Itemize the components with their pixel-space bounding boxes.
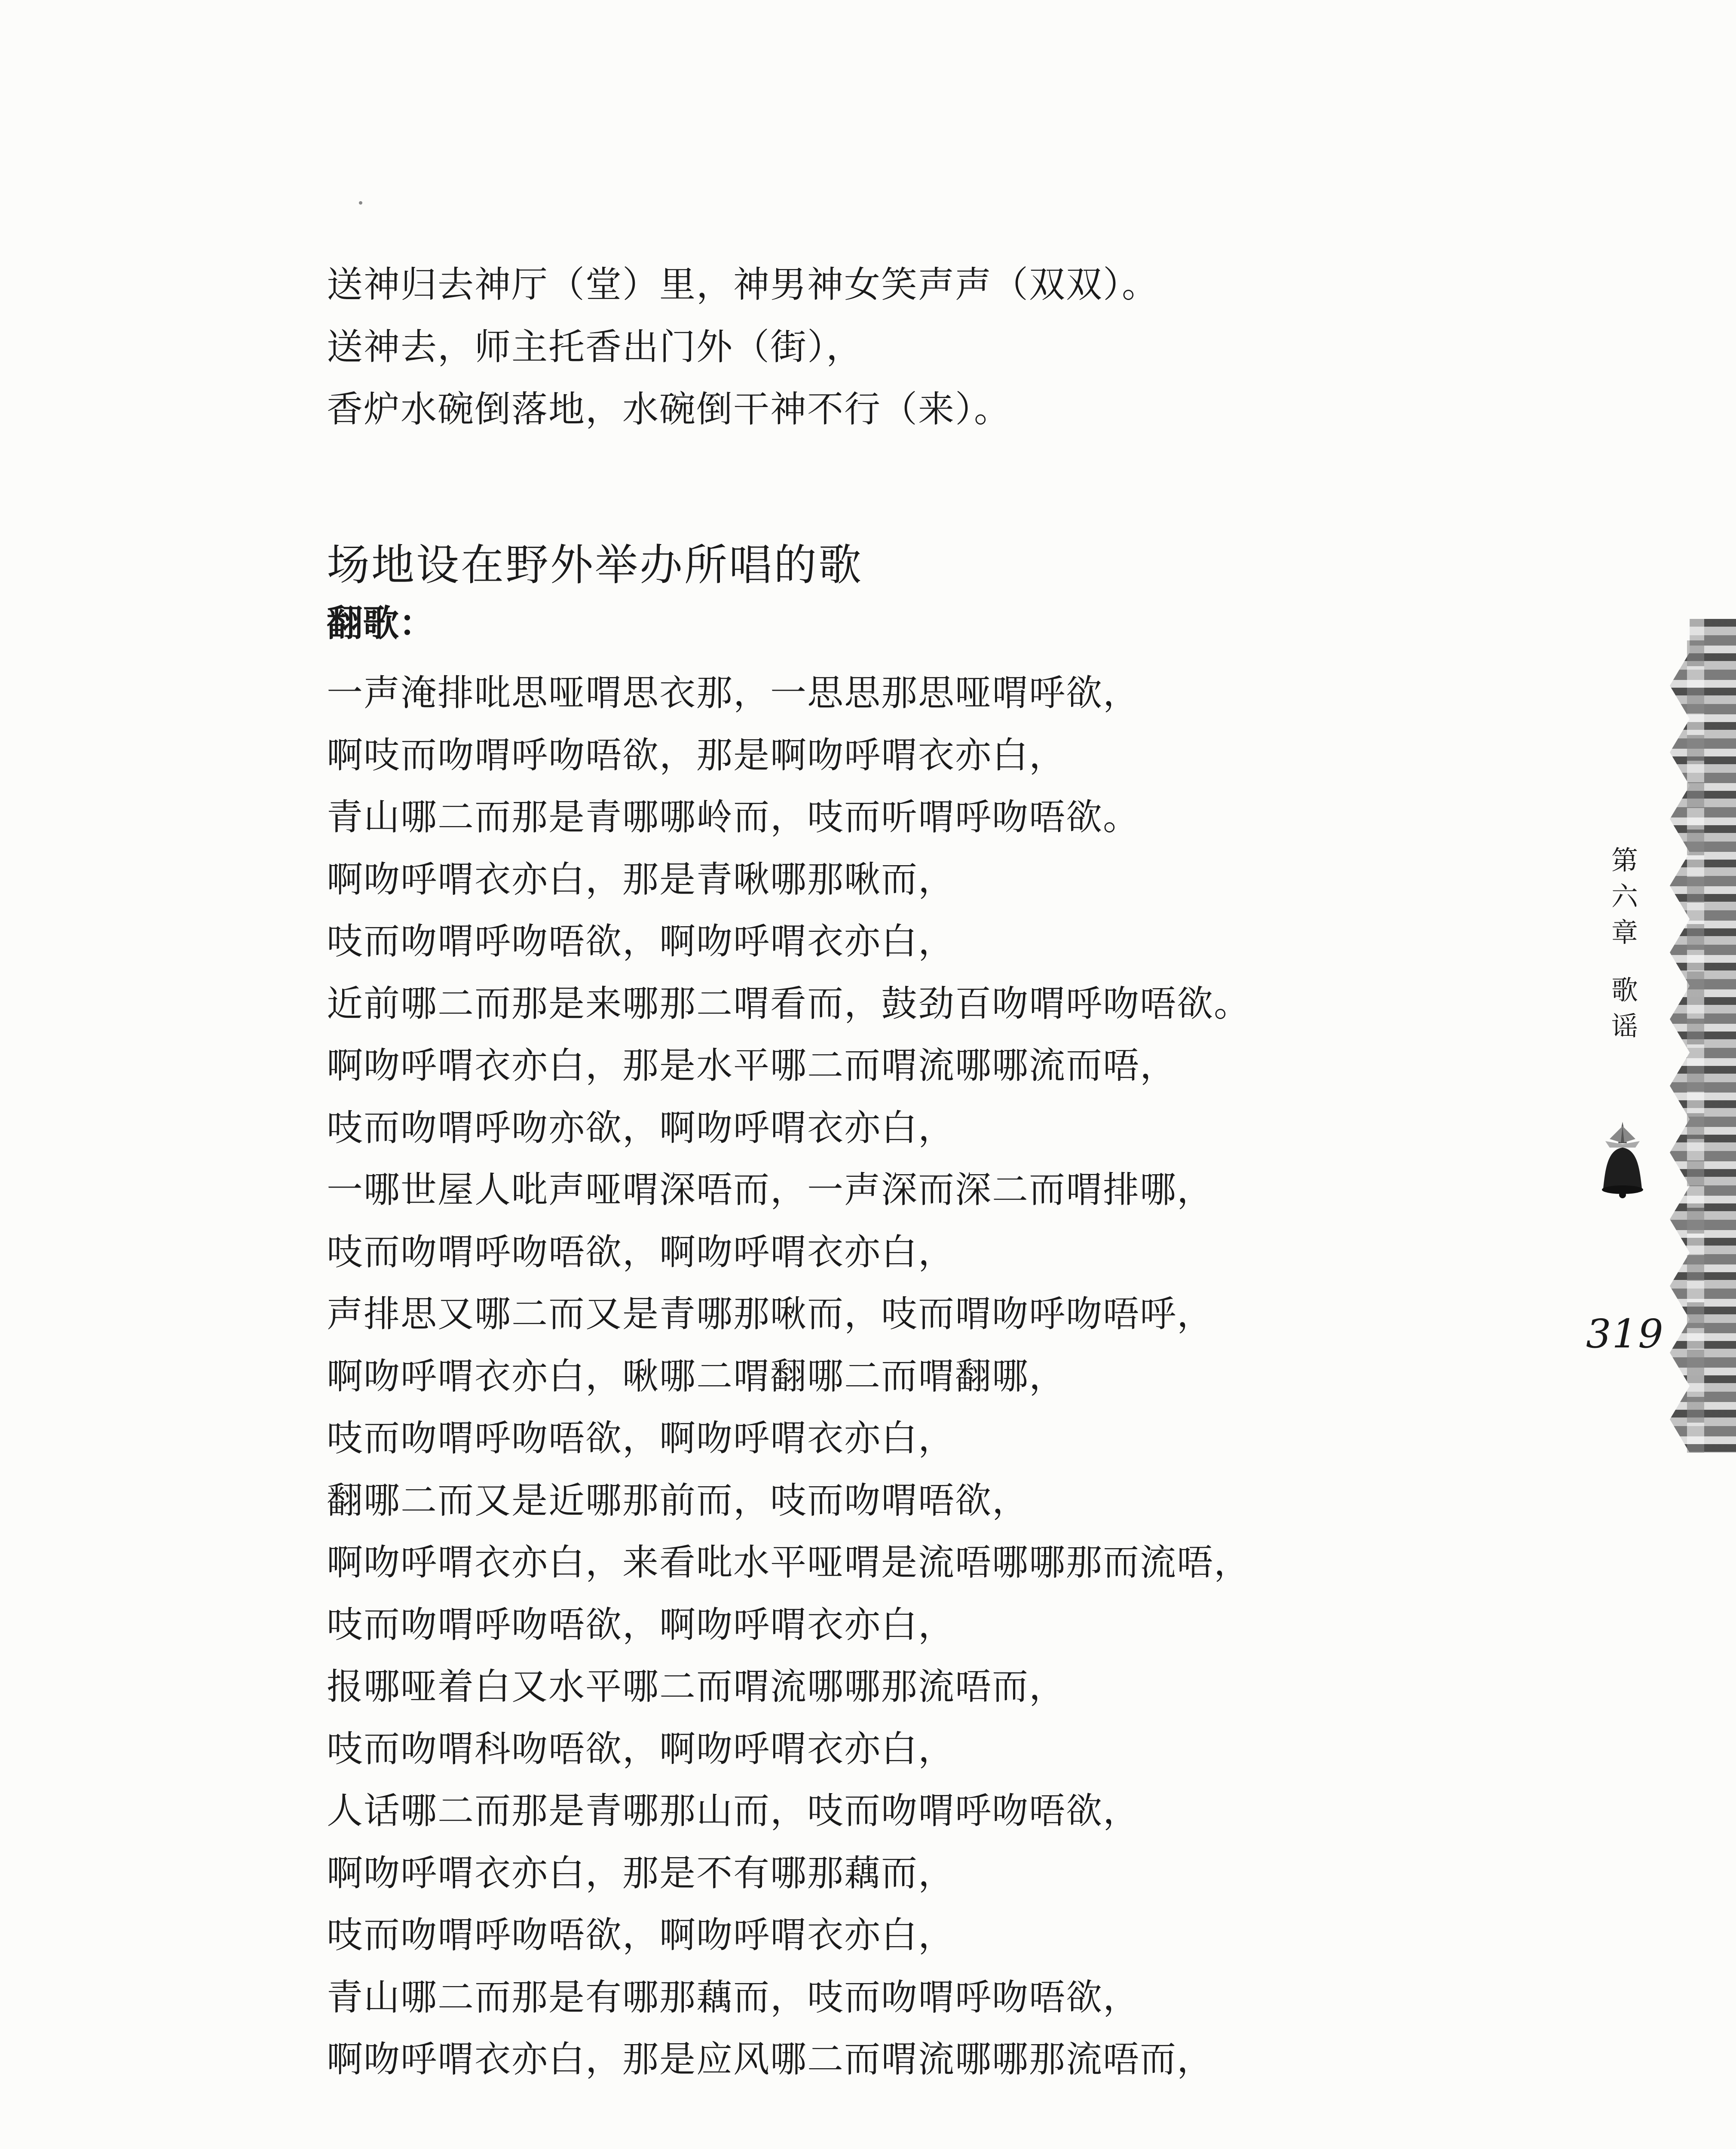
chapter-title-char: 谣: [1611, 1010, 1638, 1042]
lyric-line: 一声淹排吡思哑喟思衣那，一思思那思哑喟呼欲，: [327, 672, 1140, 714]
lyric-line: 啊吻呼喟衣亦白，啾哪二喟翻哪二而喟翻哪，: [327, 1355, 1066, 1397]
lyric-line: 啊吻呼喟衣亦白，那是水平哪二而喟流哪哪流而唔，: [327, 1044, 1177, 1087]
lyric-line: 啊吻呼喟衣亦白，那是应风哪二而喟流哪哪那流唔而，: [327, 2038, 1214, 2080]
lyric-line: 人话哪二而那是青哪那山而，吱而吻喟呼吻唔欲，: [327, 1790, 1140, 1832]
scan-speck: [359, 201, 362, 205]
song-lyrics: [327, 662, 1358, 2091]
intro-verses: [327, 254, 1315, 441]
bell-icon: [1592, 1117, 1653, 1199]
lyric-line: 吱而吻喟呼吻唔欲，啊吻呼喟衣亦白，: [327, 1914, 955, 1956]
chapter-char: 六: [1611, 881, 1638, 912]
song-subheading: 翻歌：: [327, 602, 435, 644]
chapter-title-char: 歌: [1611, 974, 1638, 1006]
chapter-char: 第: [1611, 845, 1638, 876]
chapter-label: [1599, 842, 1650, 1044]
chapter-char: 章: [1611, 917, 1638, 948]
lyric-line: 近前哪二而那是来哪那二喟看而，鼓劲百吻喟呼吻唔欲。: [327, 982, 1251, 1025]
decorative-border-pattern: [1687, 619, 1704, 1453]
lyric-line: 吱而吻喟呼吻亦欲，啊吻呼喟衣亦白，: [327, 1106, 955, 1149]
lyric-line: 翻哪二而又是近哪那前而，吱而吻喟唔欲，: [327, 1479, 1029, 1521]
lyric-line: 啊吻呼喟衣亦白，那是不有哪那藕而，: [327, 1852, 955, 1894]
intro-line: 送神去，师主托香出门外（街），: [327, 326, 863, 368]
lyric-line: 吱而吻喟呼吻唔欲，啊吻呼喟衣亦白，: [327, 1603, 955, 1646]
intro-line: 送神归去神厅（堂）里，神男神女笑声声（双双）。: [327, 263, 1159, 306]
lyric-line: 青山哪二而那是有哪那藕而，吱而吻喟呼吻唔欲，: [327, 1976, 1140, 2018]
lyric-line: 吱而吻喟呼吻唔欲，啊吻呼喟衣亦白，: [327, 1231, 955, 1273]
lyric-line: 报哪哑着白又水平哪二而喟流哪哪那流唔而，: [327, 1665, 1066, 1708]
intro-line: 香炉水碗倒落地，水碗倒干神不行（来）。: [327, 388, 1011, 430]
page-number: 319: [1586, 1311, 1664, 1357]
lyric-line: 啊吻呼喟衣亦白，那是青啾哪那啾而，: [327, 858, 955, 900]
lyric-line: 啊吻呼喟衣亦白，来看吡水平哑喟是流唔哪哪那而流唔，: [327, 1541, 1251, 1583]
lyric-line: 声排思又哪二而又是青哪那啾而，吱而喟吻呼吻唔呼，: [327, 1293, 1214, 1335]
lyric-line: 啊吱而吻喟呼吻唔欲，那是啊吻呼喟衣亦白，: [327, 734, 1066, 776]
lyric-line: 吱而吻喟呼吻唔欲，啊吻呼喟衣亦白，: [327, 1417, 955, 1459]
lyric-line: 一哪世屋人吡声哑喟深唔而，一声深而深二而喟排哪，: [327, 1169, 1214, 1211]
lyric-line: 吱而吻喟科吻唔欲，啊吻呼喟衣亦白，: [327, 1727, 955, 1770]
section-heading: 场地设在野外举办所唱的歌: [327, 540, 863, 590]
lyric-line: 吱而吻喟呼吻唔欲，啊吻呼喟衣亦白，: [327, 920, 955, 962]
lyric-line: 青山哪二而那是青哪哪岭而，吱而听喟呼吻唔欲。: [327, 796, 1140, 838]
